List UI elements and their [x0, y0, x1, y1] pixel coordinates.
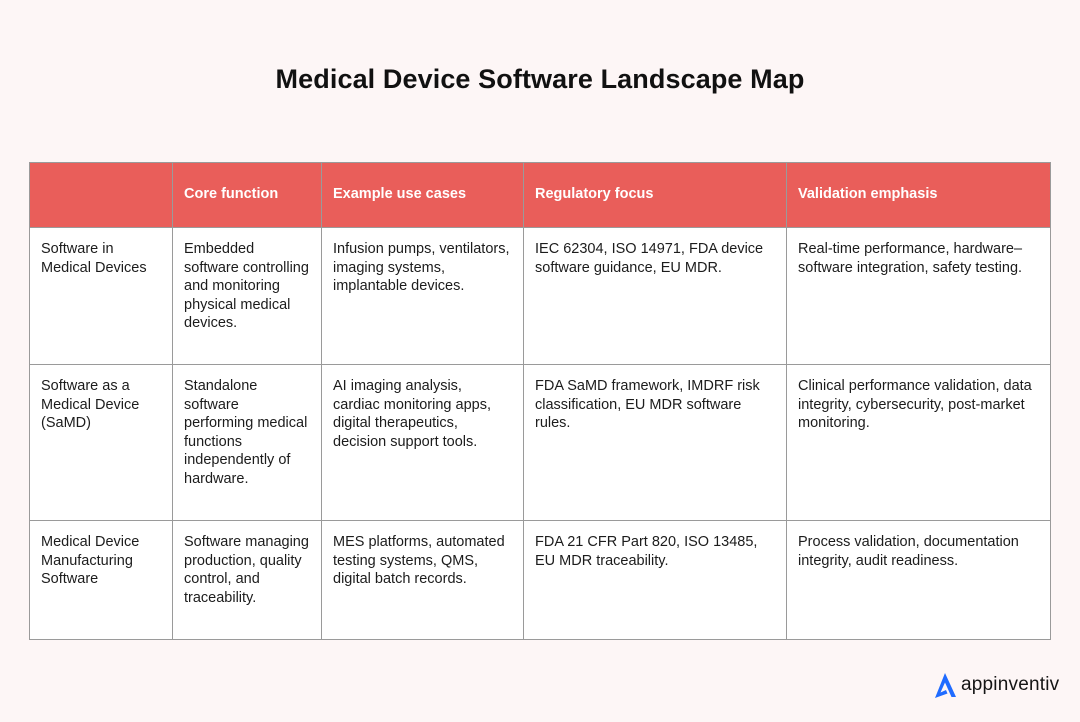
- landscape-table: [29, 162, 1051, 640]
- cell-regulatory-focus: FDA SaMD framework, IMDRF risk classification, EU MDR software rules.: [524, 365, 787, 521]
- cell-core-function: Software managing production, quality control, and traceability.: [173, 521, 322, 640]
- cell-validation-emphasis: Process validation, documentation integrity, audit readiness.: [787, 521, 1051, 640]
- header-core-function: Core function: [173, 163, 322, 228]
- header-example-use-cases: Example use cases: [322, 163, 524, 228]
- cell-core-function: Standalone software performing medical functions independently of hardware.: [173, 365, 322, 521]
- cell-regulatory-focus: IEC 62304, ISO 14971, FDA device software guidance, EU MDR.: [524, 228, 787, 365]
- header-regulatory-focus: Regulatory focus: [524, 163, 787, 228]
- cell-category: Medical Device Manufacturing Software: [30, 521, 173, 640]
- cell-category: Software as a Medical Device (SaMD): [30, 365, 173, 521]
- cell-use-cases: AI imaging analysis, cardiac monitoring apps, digital therapeutics, decision support tools.: [322, 365, 524, 521]
- header-category: [30, 163, 173, 228]
- table-header-row: [30, 163, 1051, 228]
- cell-validation-emphasis: Clinical performance validation, data integrity, cybersecurity, post-market monitoring.: [787, 365, 1051, 521]
- table-row: [30, 521, 1051, 640]
- table-row: [30, 228, 1051, 365]
- cell-use-cases: Infusion pumps, ventilators, imaging systems, implantable devices.: [322, 228, 524, 365]
- appinventiv-logo-icon: [932, 671, 958, 699]
- page-title: Medical Device Software Landscape Map: [275, 64, 805, 94]
- cell-regulatory-focus: FDA 21 CFR Part 820, ISO 13485, EU MDR traceability.: [524, 521, 787, 640]
- cell-core-function: Embedded software controlling and monitoring physical medical devices.: [173, 228, 322, 365]
- header-validation-emphasis: Validation emphasis: [787, 163, 1051, 228]
- cell-validation-emphasis: Real-time performance, hardware–software integration, safety testing.: [787, 228, 1051, 365]
- brand-logo: [932, 669, 1059, 701]
- cell-category: Software in Medical Devices: [30, 228, 173, 365]
- cell-use-cases: MES platforms, automated testing systems, QMS, digital batch records.: [322, 521, 524, 640]
- brand-name: appinventiv: [961, 674, 1060, 695]
- table-row: [30, 365, 1051, 521]
